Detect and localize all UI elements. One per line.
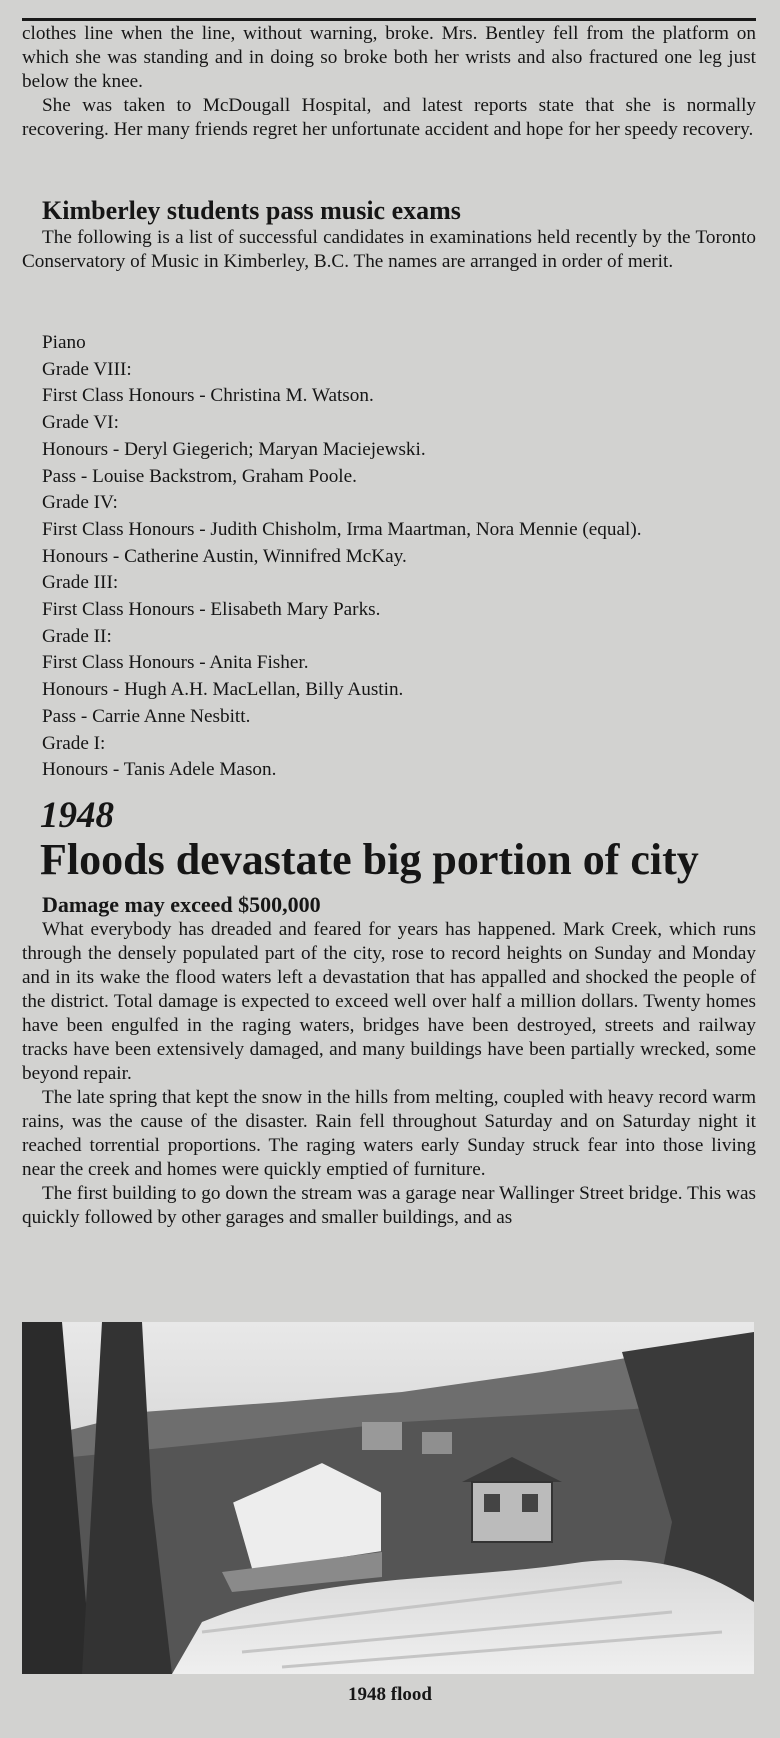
list-item: First Class Honours - Elisabeth Mary Parks. (42, 599, 381, 621)
list-item: Honours - Hugh A.H. MacLellan, Billy Austin. (42, 679, 404, 701)
flood-photo (22, 1322, 754, 1674)
photo-caption: 1948 flood (348, 1684, 432, 1705)
list-item: Piano (42, 332, 86, 353)
article-bentley-paragraph-1: clothes line when the line, without warning, broke. Mrs. Bentley fell from the platform on which she was standing and in doing so broke both her wrists and also fractured one leg just below the knee. (22, 23, 756, 92)
list-item: First Class Honours - Christina M. Watson. (42, 385, 374, 407)
article-bentley-paragraph-2: She was taken to McDougall Hospital, and latest reports state that she is normally recovering. Her many friends regret her unfortunate accident and hope for her speedy recovery. (22, 95, 756, 140)
list-item: Grade VI: (42, 412, 119, 434)
article-floods-paragraph-2: The late spring that kept the snow in the hills from melting, coupled with heavy record warm rains, was the cause of the disaster. Rain fell throughout Saturday and on Saturday night it reached torrential proportions. The raging waters early Sunday struck fear into those living near the creek and homes were quickly emptied of furniture. (22, 1087, 756, 1180)
list-item: Honours - Catherine Austin, Winnifred McKay. (42, 545, 407, 567)
article-music-exams (22, 196, 756, 274)
list-item: Honours - Tanis Adele Mason. (42, 759, 277, 781)
list-item: Grade VIII: (42, 358, 132, 380)
list-item: Grade III: (42, 572, 119, 594)
list-item: Pass - Carrie Anne Nesbitt. (42, 705, 251, 727)
list-item: Honours - Deryl Giegerich; Maryan Maciejewski. (42, 438, 426, 460)
article-headline: Floods devastate big portion of city (40, 835, 699, 884)
results-list (22, 330, 756, 784)
list-item: Pass - Louise Backstrom, Graham Poole. (42, 465, 357, 487)
list-item: First Class Honours - Judith Chisholm, Irma Maartman, Nora Mennie (equal). (42, 518, 642, 540)
article-subhead: Damage may exceed $500,000 (42, 892, 321, 917)
article-year: 1948 (40, 795, 114, 836)
music-exams-intro: The following is a list of successful candidates in examinations held recently by the Toronto Conservatory of Music in Kimberley, B.C. The names are arranged in order of merit. (22, 227, 756, 272)
list-item: Grade II: (42, 625, 112, 647)
article-floods-paragraph-3: The first building to go down the stream was a garage near Wallinger Street bridge. This was quickly followed by other garages and smaller buildings, and as (22, 1183, 756, 1228)
article-bentley (22, 22, 756, 142)
list-item: First Class Honours - Anita Fisher. (42, 652, 309, 674)
article-floods (22, 796, 756, 1230)
list-item: Grade I: (42, 732, 106, 754)
article-floods-paragraph-1: What everybody has dreaded and feared for years has happened. Mark Creek, which runs through the densely populated part of the city, rose to record heights on Sunday and Monday and in its wake the flood waters left a devastation that has appalled and shocked the people of the district. Total damage is expected to exceed well over half a million dollars. Twenty homes have been engulfed in the raging waters, bridges have been destroyed, streets and railway tracks have been extensively damaged, and many buildings have been partially wrecked, some beyond repair. (22, 919, 756, 1084)
list-item: Grade IV: (42, 492, 118, 514)
top-rule (22, 18, 756, 21)
music-exams-heading: Kimberley students pass music exams (42, 196, 461, 225)
